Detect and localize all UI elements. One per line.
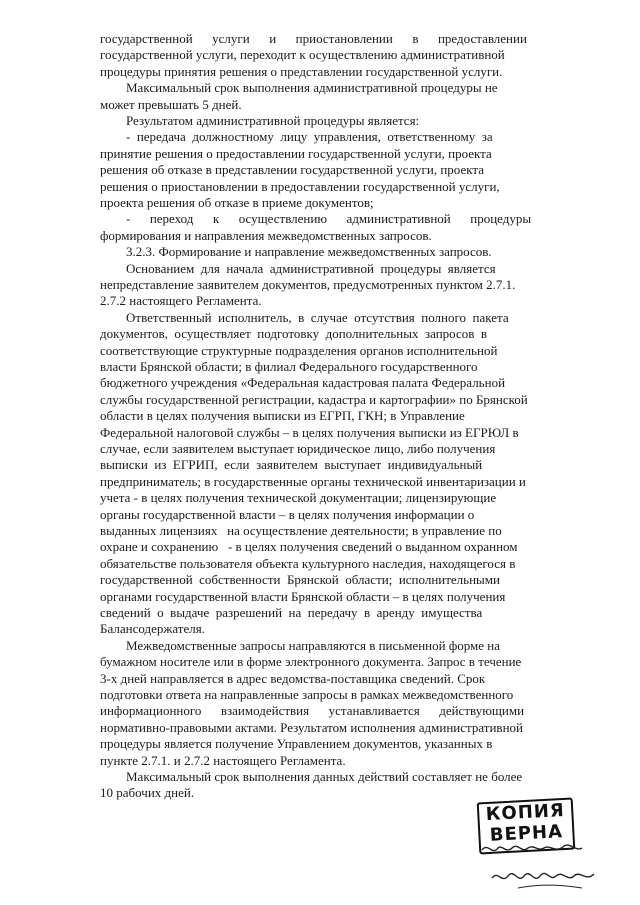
text-line: органами государственной власти Брянской области – в целях получения — [100, 588, 506, 604]
text-line: государственной услуги и приостановлении в предоставлении — [100, 31, 527, 46]
text-line: Максимальный срок выполнения административной процедуры не — [100, 80, 498, 96]
text-line: соответствующие структурные подразделения органов исполнительной — [100, 342, 498, 358]
text-line: проекта решения об отказе в приеме документов; — [100, 195, 374, 210]
text-line: принятие решения о предоставлении государственной услуги, проекта — [100, 145, 492, 161]
text-line: охране и сохранению - в целях получения сведений о выданном охранном — [100, 539, 518, 555]
text-line: органы государственной власти – в целях получения информации о — [100, 506, 475, 522]
text-line: информационного взаимодействия устанавливается действующими — [100, 703, 525, 719]
text-line: 10 рабочих дней. — [100, 785, 195, 801]
text-line: подготовки ответа на направленные запросы в рамках межведомственного — [100, 687, 514, 702]
text-line: Максимальный срок выполнения данных действий составляет не более — [100, 769, 523, 784]
text-line: - переход к осуществлению административной процедуры — [100, 211, 532, 227]
text-line: учета - в целях получения технической документации; лицензирующие — [100, 490, 497, 506]
text-line: области в целях получения выписки из ЕГРП, ГКН; в Управление — [100, 408, 465, 424]
text-line: власти Брянской области; в филиал Федерального государственного — [100, 359, 478, 374]
text-line: пункте 2.7.1. и 2.7.2 настоящего Регламента. — [100, 752, 346, 768]
text-line: предприниматель; в государственные органы технической инвентаризации и — [100, 473, 526, 489]
text-line: решения об отказе в представлении государственной услуги, проекта — [100, 162, 484, 178]
text-line: государственной услуги, переходит к осуществлению административной — [100, 47, 505, 63]
stamp-line-1: КОПИЯ — [485, 799, 566, 826]
text-line: - передача должностному лицу управления, ответственному за — [100, 129, 493, 145]
text-line: бумажном носителе или в форме электронного документа. Запрос в течение — [100, 654, 522, 670]
text-line: выписки из ЕГРИП, если заявителем выступает индивидуальный — [100, 457, 483, 473]
text-line: государственной собственности Брянской области; исполнительными — [100, 572, 500, 588]
text-line: процедуры принятия решения о представлении государственной услуги. — [100, 63, 503, 79]
text-line: 2.7.2 настоящего Регламента. — [100, 293, 262, 309]
text-line: формирования и направления межведомственных запросов. — [100, 227, 432, 243]
text-line: сведений о выдаче разрешений на передачу в аренду имущества — [100, 605, 483, 620]
handwritten-signature — [478, 838, 618, 898]
text-line: решения о приостановлении в предоставлении государственной услуги, — [100, 178, 500, 194]
text-line: Ответственный исполнитель, в случае отсутствия полного пакета — [100, 309, 509, 325]
text-line: 3.2.3. Формирование и направление межведомственных запросов. — [100, 244, 492, 260]
text-line: случае, если заявителем выступает юридическое лицо, либо получения — [100, 441, 496, 456]
text-line: Федеральной налоговой службы – в целях получения выписки из ЕГРЮЛ в — [100, 424, 519, 440]
text-line: нормативно-правовыми актами. Результатом исполнения административной — [100, 719, 523, 735]
text-line: непредставление заявителем документов, предусмотренных пунктом 2.7.1. — [100, 277, 516, 292]
text-line: бюджетного учреждения «Федеральная кадастровая палата Федеральной — [100, 375, 506, 391]
text-line: выданных лицензиях на осуществление деятельности; в управление по — [100, 523, 502, 538]
text-line: Межведомственные запросы направляются в письменной форме на — [100, 637, 501, 653]
text-line: Результатом административной процедуры является: — [100, 113, 420, 128]
text-line: документов, осуществляет подготовку дополнительных запросов в — [100, 326, 488, 342]
text-line: службы государственной регистрации, кадастра и картографии» по Брянской — [100, 391, 528, 407]
text-line: Балансодержателя. — [100, 621, 205, 637]
text-line: может превышать 5 дней. — [100, 96, 242, 112]
text-line: Основанием для начала административной процедуры является — [100, 260, 496, 276]
text-line: процедуры является получение Управлением документов, указанных в — [100, 736, 493, 752]
text-line: 3-х дней направляется в адрес ведомства-поставщика сведений. Срок — [100, 670, 486, 686]
stamp-line-2: ВЕРНА — [489, 821, 564, 846]
text-line: обязательстве пользователя объекта культурного наследия, находящегося в — [100, 555, 516, 571]
